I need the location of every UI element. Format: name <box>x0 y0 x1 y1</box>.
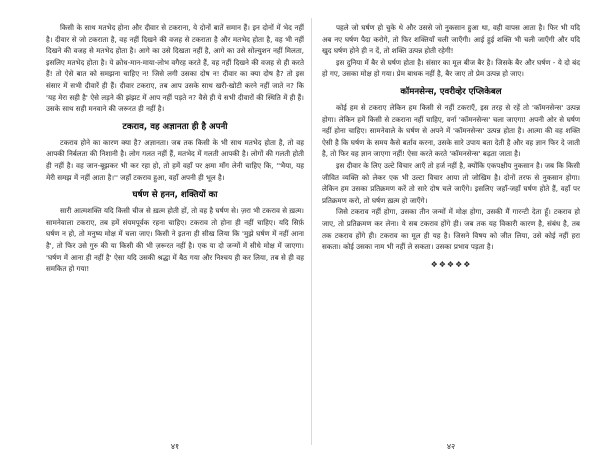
page-number: ४१ <box>170 442 180 452</box>
left-page <box>46 22 304 457</box>
paragraph: जिसे टकराव नहीं होगा, उसका तीन जन्मों में मोक्ष होगा, उसकी मैं गारन्टी देता हूँ। टकराव हो जाए, तो प्रतिक्रमण कर लेना। ये सब टकराव होंगे ही। जब तक यह विकारी कारण है, संबंध है, तब तक टकराव होंगे ही। टकराव का मूल ही यह है। जिसने विषय को जीत लिया, उसे कोई नहीं हरा सकता। कोई उसका नाम भी नहीं ले सकता। उसका प्रभाव पड़ता है। <box>322 207 580 252</box>
paragraph: इस दीवार के लिए उल्टे विचार आएँ तो हर्ज नहीं है, क्योंकि एकपक्षीय नुकसान है। जब कि किसी जीवित व्यक्ति को लेकर एक भी उल्टा विचार आया तो जोखिम है। दोनों तरफ से नुकसान होगा। लेकिन हम उसका प्रतिक्रमण करें तो सारे दोष चले जाएँगे। इसलिए जहाँ-जहाँ घर्षण होते हैं, वहाँ पर प्रतिक्रमण करो, तो घर्षण ख़त्म हो जाएँगे। <box>322 160 580 205</box>
page-number: ४२ <box>446 442 456 452</box>
paragraph: किसी के साथ मतभेद होना और दीवार से टकराना, ये दोनों बातें समान हैं। इन दोनों में भेद नहीं है। दीवार से जो टकराता है, वह नहीं दिखने की वजह से टकराता है और मतभेद होता है, वह भी नहीं दिखने की वजह से मतभेद होता है। आगे का उसे दिखता नहीं है, आगे का उसे सोल्युशन नहीं मिलता, इसलिए मतभेद होता है। ये क्रोध-मान-माया-लोभ वगैरह करते हैं, वह नहीं दिखने की वजह से ही करते हैं! तो ऐसे बात को समझना चाहिए न! जिसे लगी उसका दोष न! दीवार का क्या दोष है? तो इस संसार में सभी दीवारें ही हैं। दीवार टकराए, तब आप उसके साथ खरी-खोटी करने नहीं जाते न? कि 'यह मेरा सही है' ऐसे लड़ने की झंझट में आप नहीं पड़ते न? वैसे ही ये सभी दीवारों की स्थिति में ही हैं। उसके साथ सही मनवाने की जरूरत ही नहीं है। <box>46 23 304 114</box>
paragraph: टकराव होने का कारण क्या है? अज्ञानता। जब तक किसी के भी साथ मतभेद होता है, तो वह आपकी निर्बलता की निशानी है। लोग गलत नहीं हैं, मतभेद में गलती आपकी है। लोगों की गलती होती ही नहीं है। वह जान-बूझकर भी कर रहा हो, तो हमें वहाँ पर क्षमा माँग लेनी चाहिए कि, ''भैया, यह मेरी समझ में नहीं आता है।'' जहाँ टकराव हुआ, वहाँ अपनी ही भूल है। <box>46 137 304 182</box>
right-page <box>322 22 580 457</box>
ornament-divider: ❖❖❖❖❖ <box>430 259 472 269</box>
paragraph: पहले जो घर्षण हो चुके थे और उससे जो नुकसान हुआ था, वही वापस आता है। फिर भी यदि अब नए घर्षण पैदा करोगे, तो फिर शक्तियाँ चली जाएँगी। आई हुई शक्ति भी चली जाएँगी और यदि खुद घर्षण होने ही न दें, तो शक्ति उत्पन्न होती रहेगी! <box>322 23 580 56</box>
paragraph: इस दुनिया में बैर से घर्षण होता है। संसार का मूल बीज बैर है। जिसके बैर और घर्षण - ये दो बंद हो गए, उसका मोक्ष हो गया। प्रेम बाधक नहीं है, बैर जाए तो प्रेम उत्पन्न हो जाए। <box>322 57 580 79</box>
section-heading: टकराव, वह अज्ञानता ही है अपनी <box>122 121 228 132</box>
section-heading: कॉमनसेन्स, एवरीव्हेर एप्लिकेबल <box>400 86 502 97</box>
paragraph: कोई हम से टकराए लेकिन हम किसी से नहीं टकराएँ, इस तरह से रहें तो 'कॉमनसेन्स' उत्पन्न होगा। लेकिन हमें किसी से टकराना नहीं चाहिए, वर्ना 'कॉमनसेन्स' चला जाएगा! अपनी ओर से घर्षण नहीं होना चाहिए। सामनेवाले के घर्षण से अपने में 'कॉमनसेन्स' उत्पन्न होता है। आत्मा की वह शक्ति ऐसी है कि घर्षण के समय कैसे बर्ताव करना, उसके सारे उपाय बता देती है और वह ज्ञान फिर दे जाती है, तो फिर वह ज्ञान जाएगा नहीं! ऐसा करते करते 'कॉमनसेन्स' बढ़ता जाता है। <box>322 102 580 159</box>
section-heading: घर्षण से हनन, शक्तियों का <box>132 190 218 201</box>
paragraph: सारी आत्मशक्ति यदि किसी चीज से ख़त्म होती हों, तो वह है घर्षण से। ज़रा भी टकराव से ख़त्म। सामनेवाला टकराए, तब हमें संयमपूर्वक रहना चाहिए। टकराव तो होना ही नहीं चाहिए। यदि सिर्फ़ घर्षण न हो, तो मनुष्य मोक्ष में चला जाए। किसी ने इतना ही सीख लिया कि 'मुझे घर्षण में नहीं आना है', तो फिर उसे गुरु की या किसी की भी ज़रूरत नहीं है। एक या दो जन्मों में सीधे मोक्ष में जाएगा। 'घर्षण में आना ही नहीं है' ऐसा यदि उसकी श्रद्धा में बैठ गया और निश्चय ही कर लिया, तब से ही वह समकित हो गया! <box>46 206 304 274</box>
page-gutter <box>311 18 312 445</box>
